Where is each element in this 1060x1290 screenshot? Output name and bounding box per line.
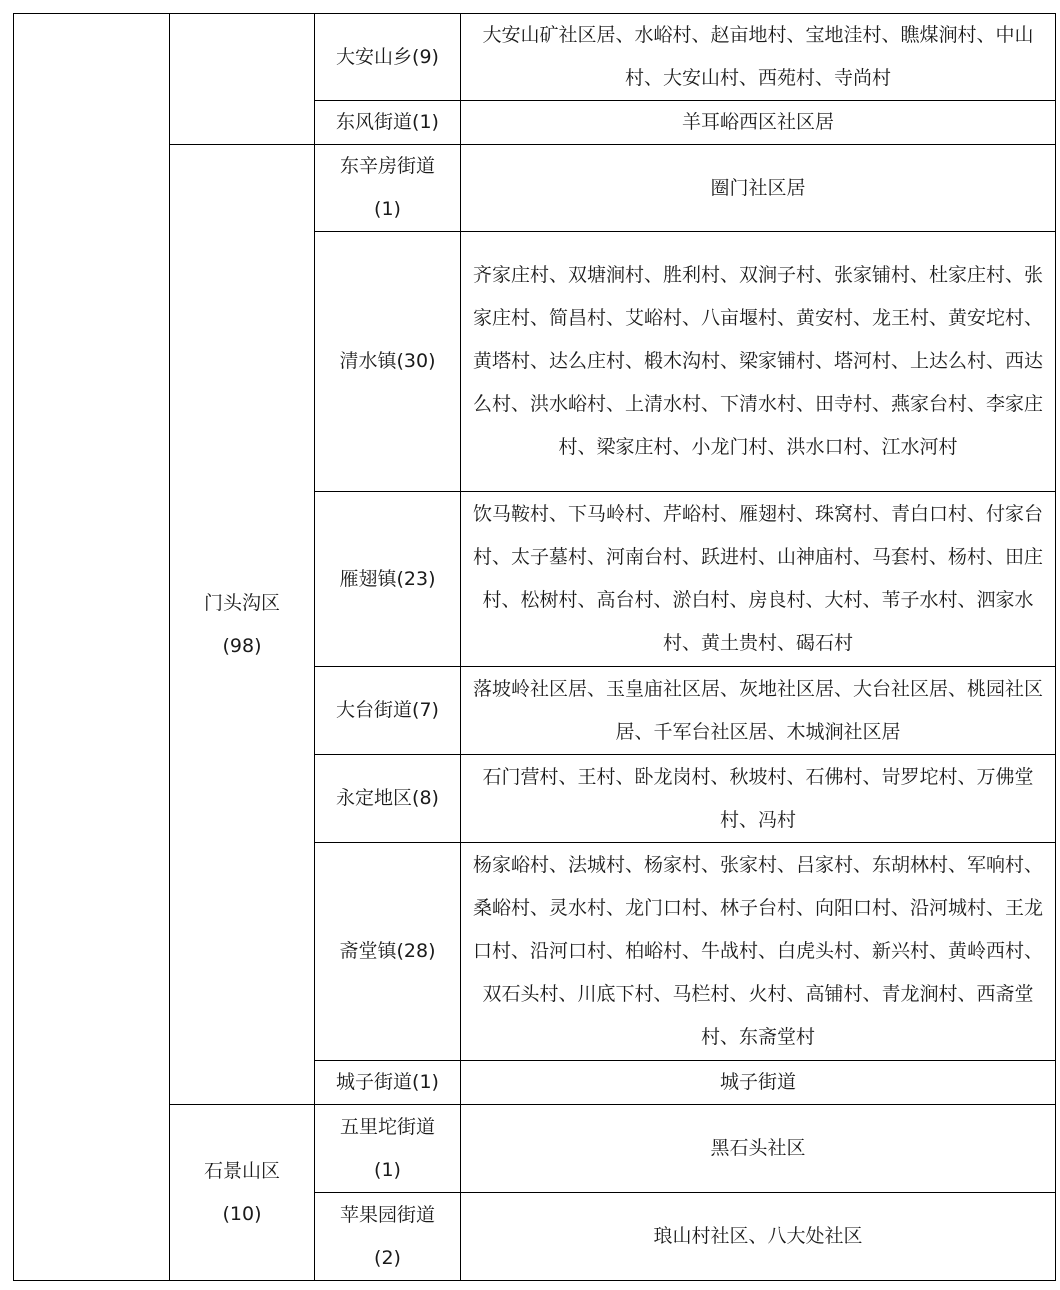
villages-cell: 石门营村、王村、卧龙岗村、秋坡村、石佛村、岢罗坨村、万佛堂村、冯村 <box>461 755 1056 843</box>
villages-cell: 羊耳峪西区社区居 <box>461 101 1056 145</box>
villages-cell: 饮马鞍村、下马岭村、芹峪村、雁翅村、珠窝村、青白口村、付家台村、太子墓村、河南台村、跃进村、山神庙村、马套村、杨村、田庄村、松树村、高台村、淤白村、房良村、大村、苇子水村、泗家水村、黄土贵村、碣石村 <box>461 492 1056 667</box>
street-cell: 大台街道(7) <box>315 667 461 755</box>
villages-cell: 黑石头社区 <box>461 1105 1056 1193</box>
street-cell: 雁翅镇(23) <box>315 492 461 667</box>
street-cell <box>315 145 461 232</box>
table-row <box>14 1105 1056 1193</box>
table-row <box>14 145 1056 232</box>
street-cell <box>315 1105 461 1193</box>
street-cell: 清水镇(30) <box>315 232 461 492</box>
street-name: 东辛房街道 <box>339 155 435 177</box>
street-cell: 大安山乡(9) <box>315 14 461 101</box>
villages-cell: 琅山村社区、八大处社区 <box>461 1193 1056 1281</box>
blank-cell <box>14 14 170 1281</box>
street-cell: 城子街道(1) <box>315 1061 461 1105</box>
street-count: (1) <box>374 198 401 220</box>
street-name: 五里坨街道 <box>339 1115 435 1138</box>
street-count: (2) <box>374 1246 401 1269</box>
villages-cell: 杨家峪村、法城村、杨家村、张家村、吕家村、东胡林村、军响村、桑峪村、灵水村、龙门口村、林子台村、向阳口村、沿河城村、王龙口村、沿河口村、柏峪村、牛战村、白虎头村、新兴村、黄岭西村、双石头村、川底下村、马栏村、火村、高铺村、青龙涧村、西斋堂村、东斋堂村 <box>461 843 1056 1061</box>
villages-cell: 大安山矿社区居、水峪村、赵亩地村、宝地洼村、瞧煤涧村、中山村、大安山村、西苑村、寺尚村 <box>461 14 1056 101</box>
street-cell: 永定地区(8) <box>315 755 461 843</box>
villages-cell: 圈门社区居 <box>461 145 1056 232</box>
district-cell <box>170 145 315 1105</box>
street-name: 苹果园街道 <box>339 1203 435 1226</box>
district-cell-empty <box>170 14 315 145</box>
district-count: (10) <box>222 1202 262 1225</box>
villages-cell: 落坡岭社区居、玉皇庙社区居、灰地社区居、大台社区居、桃园社区居、千军台社区居、木城涧社区居 <box>461 667 1056 755</box>
villages-cell: 城子街道 <box>461 1061 1056 1105</box>
villages-cell: 齐家庄村、双塘涧村、胜利村、双涧子村、张家铺村、杜家庄村、张家庄村、简昌村、艾峪村、八亩堰村、黄安村、龙王村、黄安坨村、黄塔村、达么庄村、椴木沟村、梁家铺村、塔河村、上达么村、西达么村、洪水峪村、上清水村、下清水村、田寺村、燕家台村、李家庄村、梁家庄村、小龙门村、洪水口村、江水河村 <box>461 232 1056 492</box>
street-cell: 斋堂镇(28) <box>315 843 461 1061</box>
table-row <box>14 14 1056 101</box>
district-name: 石景山区 <box>203 1159 280 1182</box>
district-count: (98) <box>222 634 262 657</box>
street-cell: 东风街道(1) <box>315 101 461 145</box>
street-cell <box>315 1193 461 1281</box>
district-cell <box>170 1105 315 1281</box>
village-table <box>13 13 1056 1281</box>
district-name: 门头沟区 <box>203 591 280 614</box>
street-count: (1) <box>374 1158 401 1181</box>
